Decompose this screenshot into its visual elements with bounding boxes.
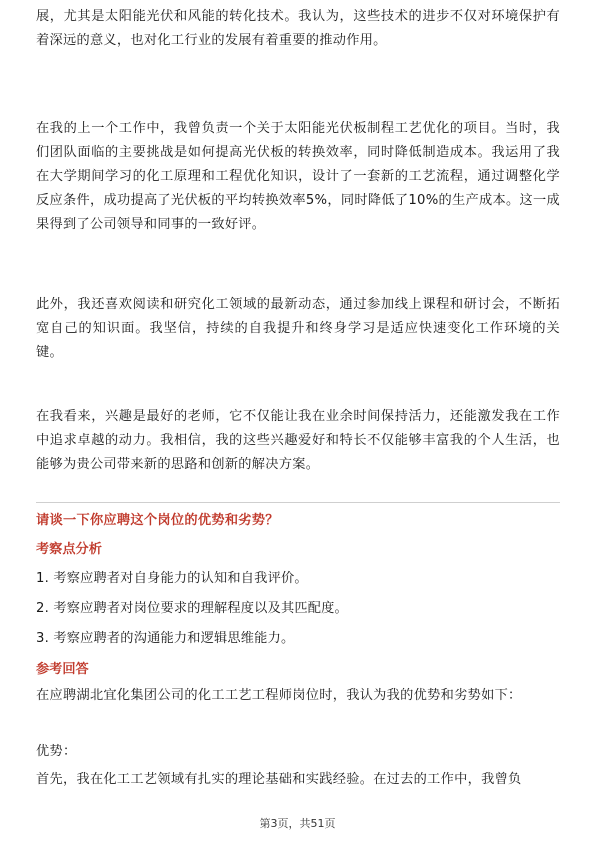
- body-paragraph-2: 在我的上一个工作中，我曾负责一个关于太阳能光伏板制程工艺优化的项目。当时，我们团队面临的主要挑战是如何提高光伏板的转换效率，同时降低制造成本。我运用了我在大学期间学习的化工原理和工程优化知识，设计了一套新的工艺流程，通过调整化学反应条件，成功提高了光伏板的平均转换效率5%，同时降低了10%的生产成本。这一成果得到了公司领导和同事的一致好评。: [36, 121, 560, 232]
- section-divider: [36, 502, 560, 503]
- advantage-paragraph: 首先，我在化工工艺领域有扎实的理论基础和实践经验。在过去的工作中，我曾负: [36, 772, 522, 787]
- analysis-list: [36, 564, 560, 654]
- analysis-heading: 考察点分析: [36, 542, 102, 557]
- body-paragraph-4: 在我看来，兴趣是最好的老师，它不仅能让我在业余时间保持活力，还能激发我在工作中追求卓越的动力。我相信，我的这些兴趣爱好和特长不仅能够丰富我的个人生活，也能够为贵公司带来新的思路和创新的解决方案。: [36, 409, 560, 472]
- page-number: 第3页，共51页: [259, 817, 336, 830]
- interview-question: 请谈一下你应聘这个岗位的优势和劣势？: [36, 513, 279, 528]
- body-paragraph-3: 此外，我还喜欢阅读和研究化工领域的最新动态，通过参加线上课程和研讨会，不断拓宽自己的知识面。我坚信，持续的自我提升和终身学习是适应快速变化工作环境的关键。: [36, 297, 560, 360]
- answer-heading: 参考回答: [36, 662, 89, 677]
- analysis-item-3: 3. 考察应聘者的沟通能力和逻辑思维能力。: [36, 631, 295, 646]
- analysis-item-2: 2. 考察应聘者对岗位要求的理解程度以及其匹配度。: [36, 601, 348, 616]
- answer-intro: 在应聘湖北宜化集团公司的化工工艺工程师岗位时，我认为我的优势和劣势如下：: [36, 688, 522, 703]
- body-paragraph-1: 展，尤其是太阳能光伏和风能的转化技术。我认为，这些技术的进步不仅对环境保护有着深远的意义，也对化工行业的发展有着重要的推动作用。: [36, 9, 560, 48]
- analysis-item-1: 1. 考察应聘者对自身能力的认知和自我评价。: [36, 571, 308, 586]
- advantage-label: 优势：: [36, 744, 77, 759]
